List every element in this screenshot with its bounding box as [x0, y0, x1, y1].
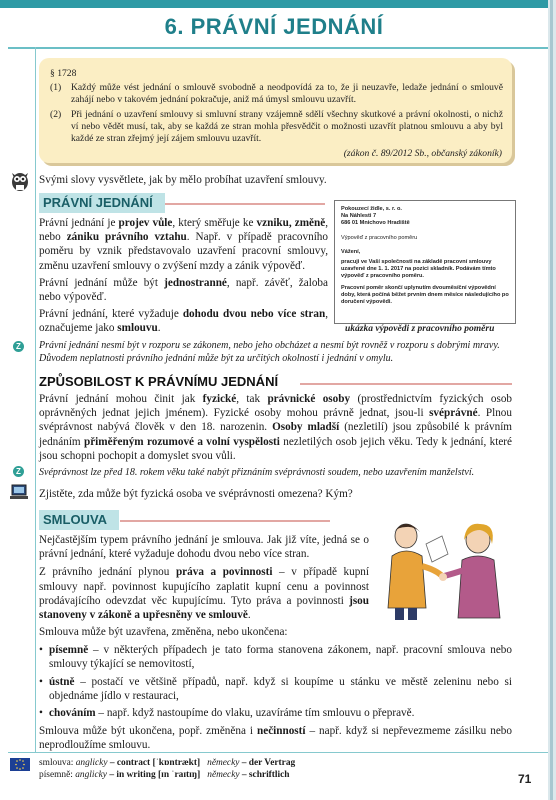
- law-quote-box: [39, 58, 512, 163]
- letter-body: Pracovní poměr skončí uplynutím dvouměsíční výpovědní doby, která počíná běžet prvním dnem měsíce následujícího po doručení výpovědi.: [341, 285, 509, 306]
- page-edge-line: [550, 0, 553, 800]
- footer-divider: [8, 752, 548, 753]
- law-item-number: (2): [50, 109, 62, 120]
- vocab-row: smlouva: anglicky – contract [ˈkɒntrækt] německy – der Vertrag: [39, 758, 296, 768]
- handshake-illustration: [378, 518, 512, 620]
- section-heading: ZPŮSOBILOST K PRÁVNÍMU JEDNÁNÍ: [39, 374, 279, 389]
- top-band: [0, 0, 548, 8]
- heading-rule: [300, 383, 512, 385]
- paragraph: Právní jednání, které vyžaduje dohodu dvou nebo více stran, označujeme jako smlouvu.: [39, 308, 328, 335]
- info-icon: Z: [13, 466, 24, 477]
- paragraph: Právní jednání může být jednostranné, např. závěť, žaloba nebo výpověď.: [39, 276, 328, 304]
- law-item-number: (1): [50, 82, 62, 93]
- law-paragraph: § 1728: [50, 68, 77, 79]
- section3-intro: [39, 533, 369, 622]
- task-text: Zjistěte, zda může být fyzická osoba ve svéprávnosti omezena? Kým?: [39, 488, 353, 500]
- paragraph: Právní jednání je projev vůle, který směřuje ke vzniku, změně, nebo zániku právního vztahu. Např. v případě pracovního poměru by vznik představovalo uzavření pracovní smlouvy, změnu uzavření smlouvy o zvýšení mzdy a zánik výpověď.: [39, 217, 328, 272]
- eu-flag-icon: [10, 758, 30, 771]
- section-heading: PRÁVNÍ JEDNÁNÍ: [39, 193, 165, 213]
- law-source: (zákon č. 89/2012 Sb., občanský zákoník): [343, 148, 502, 159]
- owl-icon: [9, 170, 31, 192]
- page-title: 6. PRÁVNÍ JEDNÁNÍ: [164, 14, 384, 39]
- info-icon: Z: [13, 341, 24, 352]
- page-number: 71: [518, 772, 532, 786]
- law-item-text: Při jednání o uzavření smlouvy si smluvní strany vzájemně sdělí všechny skutkové a právní okolnosti, o nichž ví nebo vědět musí, tak, aby se každá ze stran mohla přesvědčit o možnosti uzavřít platnou smlouvu a aby byl každé ze stran zřejmý její zájem smlouvu uzavřít.: [71, 109, 503, 144]
- letter-salutation: Vážení,: [341, 249, 361, 255]
- letter-body: pracuji ve Vaší společnosti na základě pracovní smlouvy uzavřené dne 1. 1. 2017 na pozici skladník. Podávám tímto výpověď z pracovního poměru.: [341, 259, 496, 280]
- paragraph: Z právního jednání plynou práva a povinnosti – v případě kupní smlouvy např. povinnost kupujícího zaplatit kupní cenu a povinnost prodávajícího odevzdat věc kupujícímu. Tyto práva a povinnosti jsou stanoveny v zákoně a upřesněny ve smlouvě.: [39, 566, 369, 622]
- section-heading: SMLOUVA: [39, 510, 119, 530]
- letter-caption: ukázka výpovědi z pracovního poměru: [345, 324, 495, 334]
- paragraph: Smlouva může být ukončena, popř. změněna i nečinností – např. když si nepřevezmeme zásilku nebo neprodloužíme smlouvu.: [39, 725, 512, 752]
- letter-subject: Výpověď z pracovního poměru: [341, 235, 418, 241]
- vocab-row: písemně: anglicky – in writing [ɪn ˈraɪtɪŋ] německy – schriftlich: [39, 770, 290, 780]
- law-item-text: Každý může vést jednání o smlouvě svobodně a neodpovídá za to, že ji neuzavře, ledaže jednání o smlouvě zahájí nebo v takovém jednání pokračuje, aniž má úmysl smlouvu uzavřít.: [71, 82, 503, 105]
- computer-icon: [9, 484, 31, 500]
- note-text: Právní jednání nesmí být v rozporu se zákonem, nebo jeho obcházet a nesmí být rovněž v rozporu s dobrými mravy. Důvodem neplatnosti právního jednání může být za určitých okolností i jednání v omylu.: [39, 340, 500, 364]
- task-text: Svými slovy vysvětlete, jak by mělo probíhat uzavření smlouvy.: [39, 174, 327, 186]
- heading-rule: [120, 520, 330, 522]
- list-item: • ústně – postačí ve většině případů, např. když si koupíme u stánku ve městě zeleninu nebo si objednáme jídlo v restauraci,: [39, 675, 512, 702]
- sample-letter: [334, 200, 516, 324]
- section3-body: [39, 625, 512, 753]
- heading-rule: [165, 203, 325, 205]
- margin-line: [35, 47, 36, 752]
- title-divider: [8, 47, 548, 49]
- list-item: • písemně – v některých případech je tato forma stanovena zákonem, např. pracovní smlouva nebo smlouvy týkající se nemovitostí,: [39, 644, 512, 671]
- section2-text: Právní jednání mohou činit jak fyzické, tak právnické osoby (prostřednictvím fyzických osob oprávněných jednat jejich jménem). Fyzické osoby mohou právně jednat, jsou-li svéprávné. Plnou svéprávnost nabývá člověk v den 18. narozenin. Osoby mladší (nezletilí) jsou způsobilé k právním jednáním přiměřeným rozumové a volní vyspělosti nezletilých osob jejich věku. Tedy k jednání, které jsou schopni pochopit a domyslet svou vůli.: [39, 393, 513, 462]
- paragraph: Smlouva může být uzavřena, změněna, nebo ukončena:: [39, 626, 288, 638]
- note-text: Svéprávnost lze před 18. rokem věku také nabýt přiznáním svéprávnosti soudem, nebo uzavřením manželství.: [39, 467, 475, 478]
- paragraph: Nejčastějším typem právního jednání je smlouva. Jak již víte, jedná se o právní jednání, které vyžaduje dohodu dvou nebo více stran.: [39, 534, 369, 561]
- section1-text: [39, 216, 328, 336]
- letter-sender: Pokouzecí židle, s. r. o. Na Náhlesti 7 686 01 Mnichovo Hradiště: [341, 206, 410, 227]
- list-item: • chováním – např. když nastoupíme do vlaku, uzavíráme tím smlouvu o přepravě.: [39, 707, 415, 720]
